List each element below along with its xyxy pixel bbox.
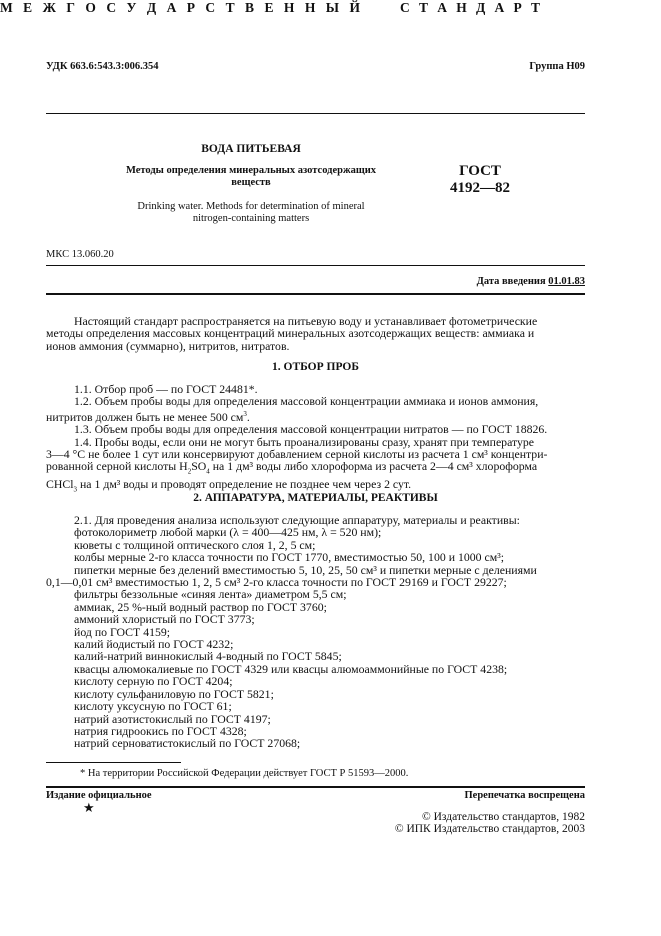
standard-banner [0, 0, 540, 16]
text-line: CHCl$_3$ на 1 дм³ воды и проводят определение не позднее чем через 2 сут. [46, 477, 412, 494]
text-line: 1.4. Пробы воды, если они не могут быть проанализированы сразу, хранят при температуре [74, 434, 535, 449]
banner-letter: О [85, 0, 96, 15]
reprint-notice: Перепечатка воспрещена [464, 790, 585, 801]
banner-letter: С [205, 0, 216, 15]
intro-paragraph [46, 315, 585, 352]
banner-letter: Р [513, 0, 522, 15]
list-item: колбы мерные 2-го класса точности по ГОСТ 1770, вместимостью 50, 100 и 1000 см³; [74, 550, 505, 565]
document-subtitle [46, 165, 456, 189]
banner-letter: В [245, 0, 255, 15]
section-title: 1. ОТБОР ПРОБ [272, 361, 359, 373]
english-title-line: Drinking water. Methods for determination of mineral [137, 201, 365, 212]
banner-word-standard [400, 0, 540, 16]
banner-letter: Т [225, 0, 235, 15]
list-item: аммоний хлористый по ГОСТ 3773; [74, 612, 255, 627]
banner-letter: Т [530, 0, 540, 15]
udk-code: УДК 663.6:543.3:006.354 [46, 61, 159, 72]
list-item: 2.1. Для проведения анализа используют следующие аппаратуру, материалы и реактивы: [74, 513, 520, 527]
banner-letter: Р [186, 0, 195, 15]
subtitle-line: Методы определения минеральных азотсодержащих [125, 165, 377, 176]
footnote-rule [46, 762, 181, 763]
banner-word-interstate [0, 0, 360, 16]
section-1-body [46, 383, 585, 496]
banner-letter: Й [349, 0, 360, 15]
text-line: ионов аммония (суммарно), нитритов, нитратов. [46, 338, 290, 353]
banner-letter: Ы [325, 0, 340, 15]
list-item: кислоту серную по ГОСТ 4204; [74, 674, 233, 689]
banner-letter: Н [283, 0, 295, 15]
banner-letter: А [166, 0, 177, 15]
list-item: 0,1—0,01 см³ вместимостью 1, 2, 5 см³ 2-го класса точности по ГОСТ 29169 и ГОСТ 29227; [46, 575, 507, 590]
banner-letter: Е [264, 0, 274, 15]
footnote: * На территории Российской Федерации действует ГОСТ Р 51593—2000. [80, 768, 409, 779]
banner-letter: А [494, 0, 505, 15]
footer-rule [46, 786, 585, 788]
group-code: Группа Н09 [529, 61, 585, 72]
mks-rule [46, 265, 585, 266]
subtitle-line: веществ [231, 177, 271, 188]
english-title-line: nitrogen-containing matters [192, 213, 310, 224]
section-title: 2. АППАРАТУРА, МАТЕРИАЛЫ, РЕАКТИВЫ [193, 492, 438, 504]
text-line: 1.3. Объем пробы воды для определения массовой концентрации нитратов — по ГОСТ 18826. [74, 422, 548, 437]
gost-number: 4192—82 [450, 180, 510, 196]
english-title [46, 201, 456, 225]
banner-rule [46, 113, 585, 114]
official-edition: Издание официальное [46, 790, 152, 801]
banner-letter: Г [66, 0, 75, 15]
list-item: натрий серноватистокислый по ГОСТ 27068; [74, 736, 301, 751]
list-item: фотоколориметр любой марки (λ = 400—425 нм, λ = 520 нм); [74, 525, 382, 540]
list-item: кислоту сульфаниловую по ГОСТ 5821; [74, 686, 274, 701]
list-item: аммиак, 25 %-ный водный раствор по ГОСТ 3760; [74, 599, 327, 614]
copyright-line: © Издательство стандартов, 1982 [421, 811, 585, 823]
list-item: пипетки мерные без делений вместимостью 5, 10, 25, 50 см³ и пипетки мерные с делениями [74, 562, 537, 577]
banner-letter: Д [146, 0, 157, 15]
gost-label: ГОСТ [459, 163, 501, 179]
copyright-line: © ИПК Издательство стандартов, 2003 [394, 823, 585, 835]
banner-letter: Н [456, 0, 467, 15]
intro-date-label: Дата введения [476, 276, 546, 287]
banner-letter: Д [475, 0, 486, 15]
list-item: натрия гидроокись по ГОСТ 4328; [74, 723, 247, 738]
banner-letter: Е [23, 0, 33, 15]
banner-letter: С [106, 0, 117, 15]
intro-date-value: 01.01.83 [548, 276, 585, 287]
list-item: калий йодистый по ГОСТ 4232; [74, 637, 234, 652]
banner-letter: Ж [42, 0, 56, 15]
list-item: фильтры беззольные «синяя лента» диаметром 5,5 см; [74, 587, 347, 602]
list-item: натрий азотистокислый по ГОСТ 4197; [74, 711, 271, 726]
banner-letter: У [126, 0, 137, 15]
text-line: методы определения массовых концентраций минеральных азотсодержащих веществ: аммиака и [46, 326, 535, 341]
list-item: кюветы с толщиной оптического слоя 1, 2, 5 см; [74, 537, 316, 552]
intro-date [477, 276, 585, 287]
gost-designation [430, 163, 530, 197]
text-line: рованной серной кислоты $H_2SO_4$ на 1 дм³ воды либо хлороформа из расчета 2—4 см³ хлороформа [46, 459, 538, 476]
list-item: квасцы алюмокалиевые по ГОСТ 4329 или квасцы алюмоаммонийные по ГОСТ 4238; [74, 661, 508, 676]
text-line: 1.1. Отбор проб — по ГОСТ 24481*. [74, 382, 258, 396]
section-2-body [46, 514, 585, 750]
banner-letter: М [0, 0, 13, 15]
text-line: нитритов должен быть не менее 500 $см^3$. [46, 409, 250, 424]
copyright-block [395, 811, 585, 835]
text-line: 1.2. Объем пробы воды для определения массовой концентрации аммиака и ионов аммония, [74, 394, 539, 409]
mks-code: МКС 13.060.20 [46, 249, 114, 260]
banner-letter: Т [418, 0, 428, 15]
list-item: калий-натрий виннокислый 4-водный по ГОСТ 5845; [74, 649, 342, 664]
banner-letter: Н [304, 0, 316, 15]
intro-rule [46, 293, 585, 295]
text-line: 3—4 °С не более 1 сут или консервируют добавлением серной кислоты из расчета 1 см³ концентри- [46, 446, 548, 461]
star-icon: ★ [83, 800, 95, 815]
list-item: кислоту уксусную по ГОСТ 61; [74, 699, 232, 714]
banner-letter: С [400, 0, 410, 15]
text-line: Настоящий стандарт распространяется на питьевую воду и устанавливает фотометрические [74, 314, 538, 328]
list-item: йод по ГОСТ 4159; [74, 624, 171, 639]
document-title: ВОДА ПИТЬЕВАЯ [201, 143, 301, 155]
banner-letter: А [437, 0, 447, 15]
